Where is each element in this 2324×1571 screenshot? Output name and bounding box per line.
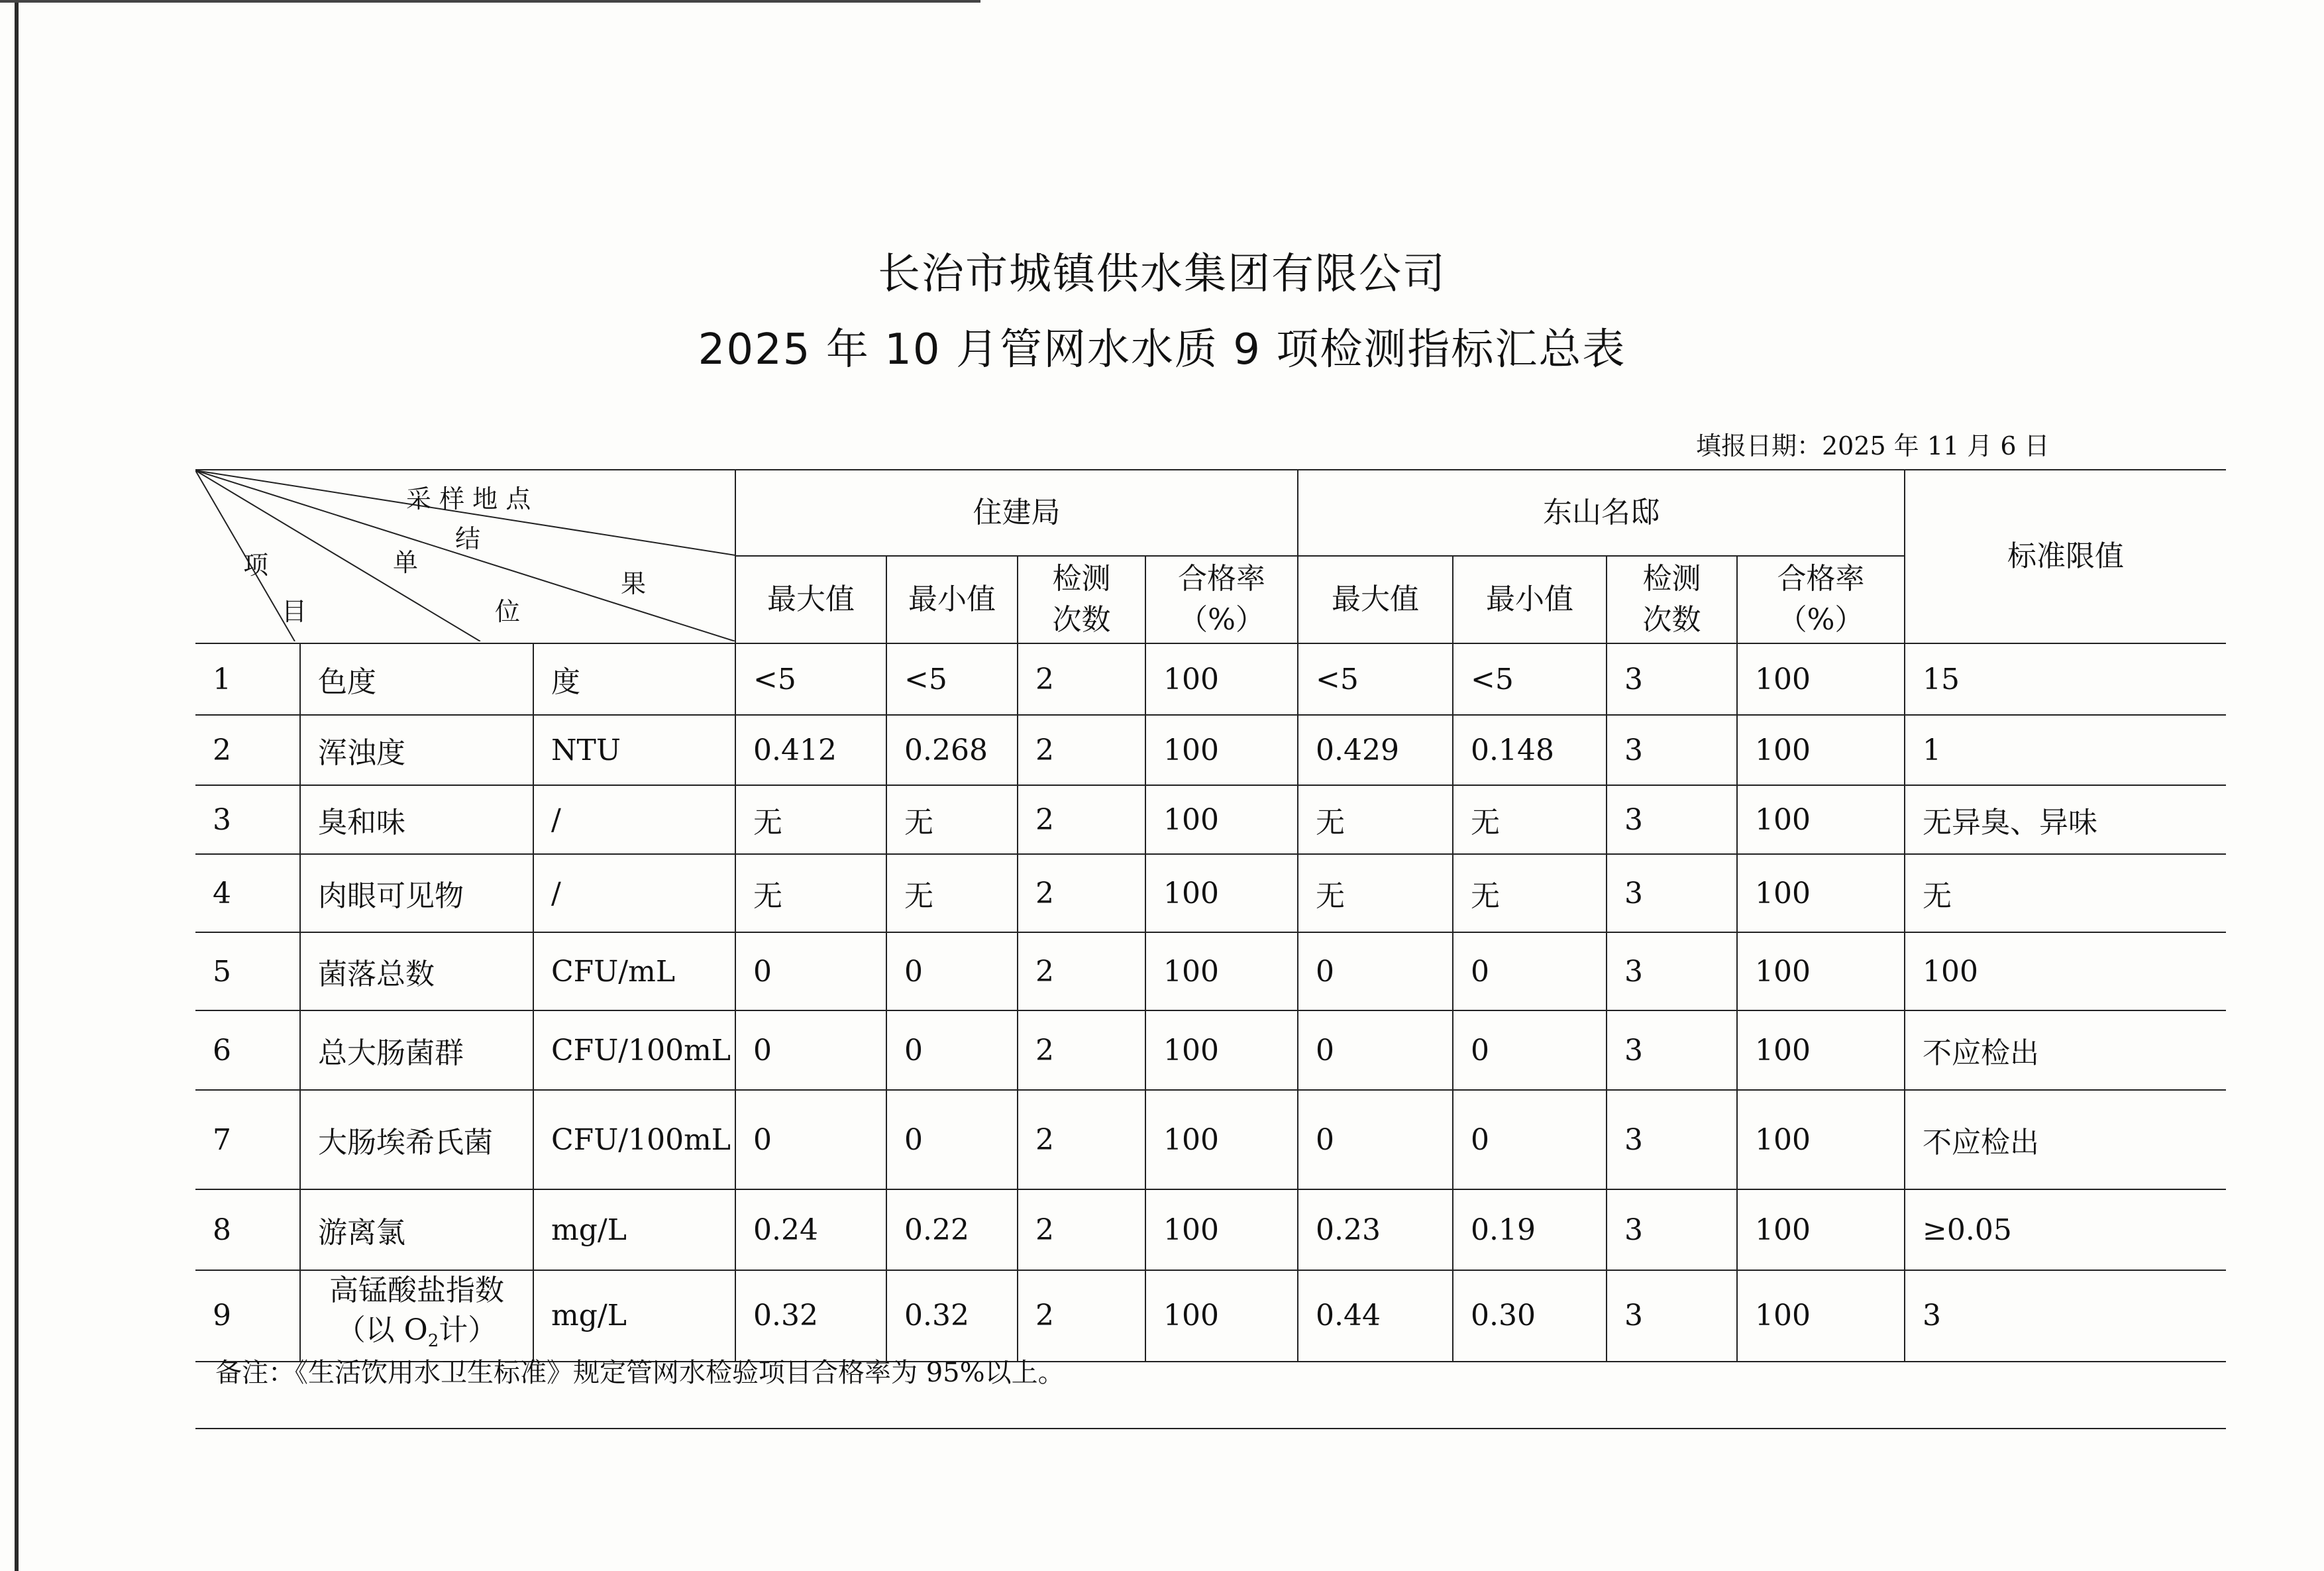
site1-max: 0.412	[735, 715, 886, 785]
site2-max: 0	[1298, 1010, 1453, 1090]
site2-rate: 100	[1737, 1010, 1905, 1090]
table-row	[195, 932, 2226, 1010]
site2-rate: 100	[1737, 643, 1905, 715]
site2-max: 0.23	[1298, 1189, 1453, 1270]
site1-rate: 100	[1145, 932, 1298, 1010]
site1-min: 0	[886, 1010, 1018, 1090]
site1-count: 2	[1018, 1270, 1145, 1362]
col-rate: 合格率（%）	[1737, 556, 1905, 643]
site2-rate: 100	[1737, 1189, 1905, 1270]
site1-count: 2	[1018, 785, 1145, 854]
item-name: 大肠埃希氏菌	[300, 1090, 533, 1189]
site2-count: 3	[1607, 643, 1737, 715]
site1-max: 0.24	[735, 1189, 886, 1270]
standard-limit: 3	[1905, 1270, 2226, 1362]
diag-label-result: 结	[455, 524, 481, 553]
item-name: 色度	[300, 643, 533, 715]
col-count: 检测次数	[1018, 556, 1145, 643]
scan-edge	[15, 0, 19, 1571]
site1-rate: 100	[1145, 854, 1298, 932]
site1-max: 0	[735, 932, 886, 1010]
standard-limit: 不应检出	[1905, 1010, 2226, 1090]
site1-min: 0	[886, 932, 1018, 1010]
site1-count: 2	[1018, 715, 1145, 785]
site2-rate: 100	[1737, 785, 1905, 854]
unit: CFU/mL	[533, 932, 735, 1010]
row-number: 1	[195, 643, 300, 715]
diag-label-sampling-point: 采 样 地 点	[406, 484, 531, 514]
site2-min: 无	[1453, 854, 1607, 932]
site2-count: 3	[1607, 785, 1737, 854]
site2-count: 3	[1607, 1270, 1737, 1362]
table-row	[195, 715, 2226, 785]
site2-min: 0.30	[1453, 1270, 1607, 1362]
col-rate: 合格率（%）	[1145, 556, 1298, 643]
item-name: 肉眼可见物	[300, 854, 533, 932]
document-title: 长治市城镇供水集团有限公司	[878, 250, 1446, 299]
site2-max: 0	[1298, 932, 1453, 1010]
water-quality-table	[195, 469, 2226, 1362]
table-row	[195, 1090, 2226, 1189]
item-name: 高锰酸盐指数	[329, 1273, 504, 1307]
item-note-pre: （以 O	[336, 1313, 428, 1347]
site2-min: <5	[1453, 643, 1607, 715]
table-row	[195, 854, 2226, 932]
site1-min: 0	[886, 1090, 1018, 1189]
row-number: 4	[195, 854, 300, 932]
site1-rate: 100	[1145, 643, 1298, 715]
standard-limit: 1	[1905, 715, 2226, 785]
site2-min: 0.19	[1453, 1189, 1607, 1270]
site2-max: 0.429	[1298, 715, 1453, 785]
site1-min: 0.22	[886, 1189, 1018, 1270]
unit: mg/L	[533, 1270, 735, 1362]
diag-label-item-end: 目	[282, 597, 307, 626]
document-subtitle: 2025 年 10 月管网水水质 9 项检测指标汇总表	[698, 325, 1626, 374]
site1-max: <5	[735, 643, 886, 715]
standard-limit-header: 标准限值	[1905, 470, 2226, 643]
site1-max: 0.32	[735, 1270, 886, 1362]
site1-max: 0	[735, 1010, 886, 1090]
row-number: 5	[195, 932, 300, 1010]
scan-edge-top	[0, 0, 980, 3]
site1-count: 2	[1018, 1010, 1145, 1090]
site2-count: 3	[1607, 932, 1737, 1010]
item-name: 游离氯	[300, 1189, 533, 1270]
site1-rate: 100	[1145, 785, 1298, 854]
row-number: 7	[195, 1090, 300, 1189]
table-row	[195, 785, 2226, 854]
item-note-subscript: 2	[427, 1330, 439, 1351]
site1-count: 2	[1018, 1090, 1145, 1189]
unit: CFU/100mL	[533, 1010, 735, 1090]
site1-count: 2	[1018, 854, 1145, 932]
site2-max: 无	[1298, 785, 1453, 854]
row-number: 8	[195, 1189, 300, 1270]
site2-count: 3	[1607, 854, 1737, 932]
remarks: 备注：《生活饮用水卫生标准》规定管网水检验项目合格率为 95%以上。	[195, 1340, 2226, 1429]
site2-max: <5	[1298, 643, 1453, 715]
site1-rate: 100	[1145, 1010, 1298, 1090]
site2-max: 无	[1298, 854, 1453, 932]
row-number: 3	[195, 785, 300, 854]
unit: CFU/100mL	[533, 1090, 735, 1189]
diag-label-unit: 单	[393, 548, 419, 577]
standard-limit: 100	[1905, 932, 2226, 1010]
row-number: 2	[195, 715, 300, 785]
site-header-dongshan: 东山名邸	[1298, 470, 1905, 556]
fill-date: 填报日期：2025 年 11 月 6 日	[1696, 431, 2050, 460]
site2-count: 3	[1607, 1010, 1737, 1090]
row-number: 9	[195, 1270, 300, 1362]
site1-min: 无	[886, 785, 1018, 854]
site2-min: 0	[1453, 932, 1607, 1010]
site-header-zhujianju: 住建局	[735, 470, 1298, 556]
item-name: 总大肠菌群	[300, 1010, 533, 1090]
col-count: 检测次数	[1607, 556, 1737, 643]
site1-min: 无	[886, 854, 1018, 932]
site2-rate: 100	[1737, 1090, 1905, 1189]
col-min: 最小值	[1453, 556, 1607, 643]
standard-limit: 不应检出	[1905, 1090, 2226, 1189]
diag-label-result-end: 果	[621, 569, 647, 598]
site2-rate: 100	[1737, 715, 1905, 785]
standard-limit: 15	[1905, 643, 2226, 715]
table-row	[195, 1010, 2226, 1090]
standard-limit: ≥0.05	[1905, 1189, 2226, 1270]
unit: /	[533, 854, 735, 932]
site2-rate: 100	[1737, 932, 1905, 1010]
site1-rate: 100	[1145, 1270, 1298, 1362]
unit: /	[533, 785, 735, 854]
col-min: 最小值	[886, 556, 1018, 643]
site2-max: 0.44	[1298, 1270, 1453, 1362]
standard-limit: 无异臭、异味	[1905, 785, 2226, 854]
col-max: 最大值	[735, 556, 886, 643]
row-number: 6	[195, 1010, 300, 1090]
site1-rate: 100	[1145, 715, 1298, 785]
site2-rate: 100	[1737, 1270, 1905, 1362]
item-name: 浑浊度	[300, 715, 533, 785]
table-row	[195, 643, 2226, 715]
item-note-post: 计）	[439, 1313, 498, 1347]
site1-rate: 100	[1145, 1090, 1298, 1189]
site2-min: 0	[1453, 1090, 1607, 1189]
unit: mg/L	[533, 1189, 735, 1270]
item-name: 臭和味	[300, 785, 533, 854]
standard-limit: 无	[1905, 854, 2226, 932]
site2-min: 无	[1453, 785, 1607, 854]
site2-count: 3	[1607, 1090, 1737, 1189]
unit: NTU	[533, 715, 735, 785]
site1-max: 0	[735, 1090, 886, 1189]
site1-min: 0.32	[886, 1270, 1018, 1362]
site2-rate: 100	[1737, 854, 1905, 932]
site2-count: 3	[1607, 715, 1737, 785]
site1-max: 无	[735, 785, 886, 854]
diagonal-header-cell	[195, 470, 735, 643]
site2-min: 0.148	[1453, 715, 1607, 785]
site1-count: 2	[1018, 932, 1145, 1010]
diag-label-unit-end: 位	[495, 597, 521, 626]
site2-min: 0	[1453, 1010, 1607, 1090]
site1-rate: 100	[1145, 1189, 1298, 1270]
site1-min: <5	[886, 643, 1018, 715]
site1-count: 2	[1018, 643, 1145, 715]
item-name: 菌落总数	[300, 932, 533, 1010]
unit: 度	[533, 643, 735, 715]
site2-max: 0	[1298, 1090, 1453, 1189]
col-max: 最大值	[1298, 556, 1453, 643]
site1-min: 0.268	[886, 715, 1018, 785]
site1-max: 无	[735, 854, 886, 932]
site2-count: 3	[1607, 1189, 1737, 1270]
diag-label-item: 项	[243, 551, 269, 580]
site1-count: 2	[1018, 1189, 1145, 1270]
table-row	[195, 1189, 2226, 1270]
